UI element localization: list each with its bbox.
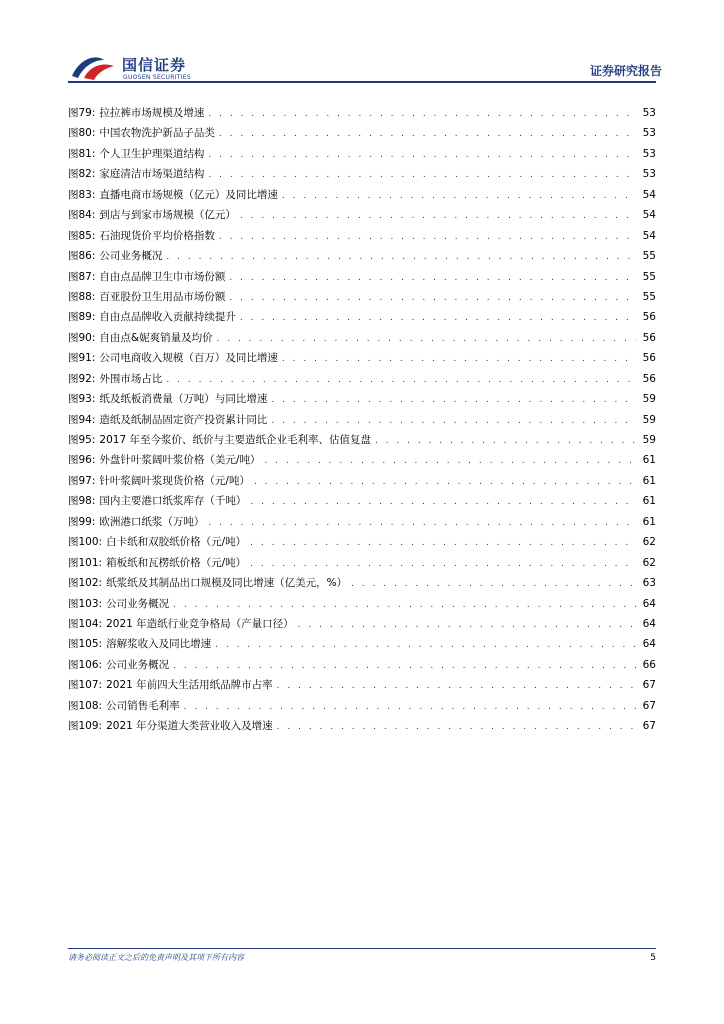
toc-figure-number: 图82: [68, 168, 96, 181]
toc-entry[interactable] [68, 226, 656, 246]
toc-figure-number: 图106: [68, 658, 103, 671]
toc-dot-leader [277, 676, 636, 696]
toc-entry[interactable] [68, 675, 656, 695]
toc-figure-number: 图101: [68, 556, 103, 569]
toc-entry[interactable] [68, 410, 656, 430]
toc-page-number: 56 [642, 311, 656, 324]
toc-figure-number: 图102: [68, 577, 103, 590]
toc-figure-title: 公司电商收入规模（百万）及同比增速 [99, 352, 278, 365]
toc-figure-number: 图97: [68, 474, 96, 487]
toc-dot-leader [208, 104, 636, 124]
toc-figure-title: 直播电商市场规模（亿元）及同比增速 [99, 188, 278, 201]
toc-figure-number: 图90: [68, 331, 96, 344]
toc-figure-title: 自由点&妮爽销量及均价 [99, 331, 213, 344]
toc-entry[interactable] [68, 185, 656, 205]
toc-page-number: 67 [642, 679, 656, 692]
toc-figure-title: 2017 年至今浆价、纸价与主要造纸企业毛利率、估值复盘 [99, 434, 371, 446]
toc-page-number: 54 [642, 209, 656, 222]
toc-figure-title: 自由点品牌收入贡献持续提升 [99, 311, 236, 324]
toc-figure-number: 图80: [68, 127, 96, 140]
toc-page-number: 61 [642, 474, 656, 487]
toc-entry[interactable] [68, 614, 656, 634]
toc-figure-title: 公司业务概况 [106, 597, 170, 610]
logo-chinese-text: 国信证券 [122, 56, 187, 74]
toc-figure-number: 图89: [68, 311, 96, 324]
toc-figure-number: 图79: [68, 107, 96, 119]
toc-page-number: 59 [642, 413, 656, 426]
toc-page-number: 62 [642, 536, 656, 549]
toc-page-number: 56 [642, 372, 656, 385]
toc-figure-title: 纸及纸板消费量（万吨）与同比增速 [99, 393, 268, 406]
toc-page-number: 61 [642, 454, 656, 467]
toc-dot-leader [173, 595, 636, 615]
toc-page-number: 55 [642, 270, 656, 283]
toc-dot-leader [219, 124, 636, 144]
toc-entry[interactable] [68, 450, 656, 470]
toc-figure-title: 外盘针叶浆阔叶浆价格（美元/吨） [99, 454, 261, 467]
toc-figure-number: 图92: [68, 372, 96, 385]
toc-dot-leader [250, 554, 636, 574]
toc-figure-number: 图94: [68, 413, 96, 426]
toc-entry[interactable] [68, 471, 656, 491]
toc-entry[interactable] [68, 103, 656, 123]
toc-dot-leader [250, 533, 636, 553]
toc-figure-number: 图93: [68, 393, 96, 406]
toc-figure-number: 图95: [68, 434, 96, 446]
toc-figure-title: 自由点品牌卫生巾市场份额 [99, 270, 226, 283]
toc-figure-title: 2021 年造纸行业竞争格局（产量口径） [106, 617, 294, 630]
toc-figure-number: 图88: [68, 290, 96, 303]
toc-entry[interactable] [68, 123, 656, 143]
toc-dot-leader [271, 390, 636, 410]
toc-entry[interactable] [68, 267, 656, 287]
toc-figure-title: 箱板纸和瓦楞纸价格（元/吨） [106, 556, 247, 569]
toc-figure-number: 图85: [68, 229, 96, 242]
toc-page-number: 53 [642, 107, 656, 119]
toc-page-number: 64 [642, 617, 656, 630]
toc-figure-number: 图98: [68, 495, 96, 508]
toc-figure-number: 图96: [68, 454, 96, 467]
toc-page-number: 53 [642, 147, 656, 160]
toc-dot-leader [240, 206, 636, 226]
toc-entry[interactable] [68, 348, 656, 368]
toc-figure-title: 石油现货价平均价格指数 [99, 229, 215, 242]
toc-entry[interactable] [68, 696, 656, 716]
toc-figure-title: 溶解浆收入及同比增速 [106, 638, 212, 651]
toc-entry[interactable] [68, 164, 656, 184]
toc-dot-leader [173, 656, 636, 676]
toc-figure-title: 个人卫生护理渠道结构 [99, 147, 205, 160]
toc-dot-leader [375, 431, 636, 451]
toc-figure-number: 图100: [68, 536, 103, 549]
toc-entry[interactable] [68, 144, 656, 164]
toc-dot-leader [229, 268, 636, 288]
toc-entry[interactable] [68, 328, 656, 348]
toc-page-number: 61 [642, 495, 656, 508]
toc-page-number: 67 [642, 720, 656, 733]
toc-page-number: 64 [642, 638, 656, 651]
toc-figure-number: 图86: [68, 250, 96, 263]
toc-page-number: 66 [642, 658, 656, 671]
toc-dot-leader [351, 574, 636, 594]
toc-figure-title: 针叶浆阔叶浆现货价格（元/吨） [99, 474, 250, 487]
toc-page-number: 53 [642, 127, 656, 140]
toc-figure-title: 拉拉裤市场规模及增速 [99, 107, 205, 119]
toc-entry[interactable] [68, 205, 656, 225]
toc-figure-title: 中国农物洗护新品子品类 [99, 127, 215, 140]
toc-dot-leader [229, 288, 636, 308]
toc-figure-number: 图108: [68, 699, 103, 712]
toc-figure-title: 2021 年前四大生活用纸品牌市占率 [106, 679, 273, 692]
disclaimer-note: 请务必阅读正文之后的免责声明及其项下所有内容 [68, 953, 244, 962]
page-number: 5 [650, 953, 656, 963]
toc-entry[interactable] [68, 389, 656, 409]
toc-dot-leader [215, 635, 636, 655]
page-header [0, 0, 724, 90]
toc-page-number: 54 [642, 229, 656, 242]
toc-entry[interactable] [68, 307, 656, 327]
toc-page-number: 67 [642, 699, 656, 712]
toc-dot-leader [271, 411, 636, 431]
toc-figure-title: 家庭清洁市场渠道结构 [99, 168, 205, 181]
toc-page-number: 59 [642, 393, 656, 406]
guosen-logo-mark-icon [70, 52, 118, 82]
toc-dot-leader [264, 451, 636, 471]
toc-figure-number: 图84: [68, 209, 96, 222]
toc-figure-title: 百亚股份卫生用品市场份额 [99, 290, 226, 303]
toc-page-number: 63 [642, 577, 656, 590]
logo-english-text: GUOSEN SECURITIES [123, 74, 192, 81]
toc-figure-number: 图107: [68, 679, 103, 692]
toc-figure-number: 图81: [68, 147, 96, 160]
toc-figure-title: 白卡纸和双胶纸价格（元/吨） [106, 536, 247, 549]
toc-figure-number: 图104: [68, 617, 103, 630]
toc-page-number: 62 [642, 556, 656, 569]
header-divider [68, 81, 656, 83]
toc-dot-leader [166, 247, 636, 267]
toc-dot-leader [166, 370, 636, 390]
toc-figure-title: 纸浆纸及其制品出口规模及同比增速（亿美元，%） [106, 577, 348, 590]
toc-entry[interactable] [68, 512, 656, 532]
report-type-label: 证券研究报告 [589, 64, 662, 78]
toc-dot-leader [217, 329, 636, 349]
toc-page-number: 56 [642, 352, 656, 365]
toc-entry[interactable] [68, 532, 656, 552]
toc-dot-leader [184, 697, 636, 717]
toc-figure-number: 图99: [68, 515, 96, 528]
toc-entry[interactable] [68, 491, 656, 511]
toc-dot-leader [250, 492, 636, 512]
toc-entry[interactable] [68, 716, 656, 736]
toc-dot-leader [208, 145, 636, 165]
toc-figure-title: 公司销售毛利率 [106, 699, 180, 712]
toc-entry[interactable] [68, 553, 656, 573]
toc-dot-leader [240, 308, 636, 328]
toc-page-number: 55 [642, 250, 656, 263]
toc-figure-title: 造纸及纸制品固定资产投资累计同比 [99, 413, 268, 426]
toc-page-number: 61 [642, 515, 656, 528]
toc-entry[interactable] [68, 655, 656, 675]
toc-figure-number: 图109: [68, 720, 103, 733]
toc-dot-leader [282, 349, 636, 369]
toc-figure-title: 公司业务概况 [99, 250, 163, 263]
toc-figure-title: 到店与到家市场规模（亿元） [99, 209, 236, 222]
toc-dot-leader [298, 615, 636, 635]
toc-dot-leader [254, 472, 636, 492]
toc-entry[interactable] [68, 573, 656, 593]
toc-figure-title: 外围市场占比 [99, 372, 163, 385]
toc-entry[interactable] [68, 369, 656, 389]
toc-dot-leader [219, 227, 636, 247]
toc-figure-title: 公司业务概况 [106, 658, 170, 671]
toc-page-number: 55 [642, 290, 656, 303]
toc-entry[interactable] [68, 634, 656, 654]
toc-page-number: 56 [642, 331, 656, 344]
toc-entry[interactable] [68, 287, 656, 307]
toc-page-number: 64 [642, 597, 656, 610]
toc-page-number: 54 [642, 188, 656, 201]
toc-page-number: 53 [642, 168, 656, 181]
toc-figure-title: 国内主要港口纸浆库存（千吨） [99, 495, 247, 508]
toc-dot-leader [277, 717, 636, 737]
toc-dot-leader [208, 513, 636, 533]
toc-page-number: 59 [642, 434, 656, 446]
toc-figure-title: 欧洲港口纸浆（万吨） [99, 515, 205, 528]
toc-figure-number: 图87: [68, 270, 96, 283]
toc-figure-number: 图91: [68, 352, 96, 365]
figure-list [68, 103, 656, 737]
toc-dot-leader [282, 186, 636, 206]
toc-entry[interactable] [68, 594, 656, 614]
footer-divider [68, 948, 656, 949]
toc-figure-title: 2021 年分渠道大类营业收入及增速 [106, 720, 273, 733]
toc-entry[interactable] [68, 430, 656, 450]
toc-figure-number: 图105: [68, 638, 103, 651]
toc-figure-number: 图103: [68, 597, 103, 610]
toc-dot-leader [208, 165, 636, 185]
toc-figure-number: 图83: [68, 188, 96, 201]
toc-entry[interactable] [68, 246, 656, 266]
